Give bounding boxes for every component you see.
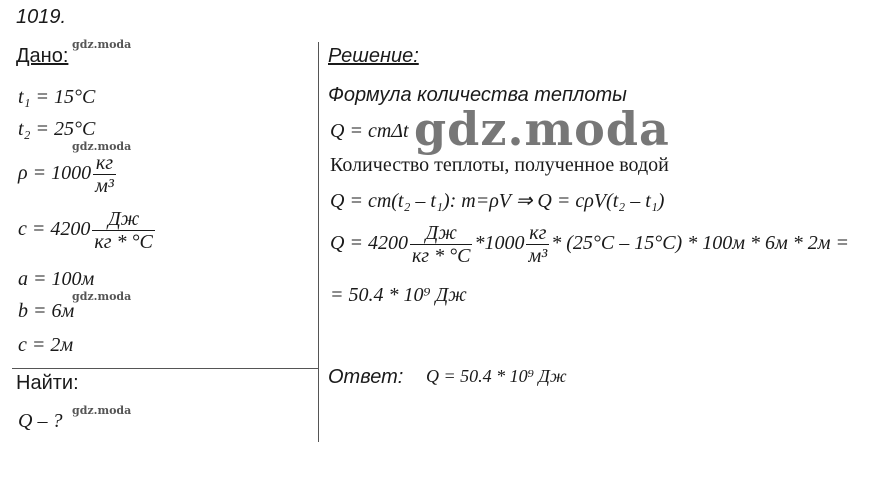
- calc-unit1-num: Дж: [410, 222, 473, 245]
- calc-unit2-den: м³: [528, 245, 548, 267]
- water-heat-label: Количество теплоты, полученное водой: [330, 154, 669, 176]
- watermark-small-2: gdz.moda: [72, 140, 132, 153]
- water-heat-equation: Q = cm(t₂ – t₁): m=ρV ⇒ Q = cρV(t₂ – t₁): [330, 190, 665, 212]
- formula: Q = cmΔt: [330, 120, 409, 142]
- given-t1: t₁ = 15°C: [18, 86, 96, 108]
- rho-unit-num: кг: [93, 152, 116, 175]
- given-a: a = 100м: [18, 268, 95, 290]
- given-rho: ρ = 1000 $\frac{кг}{\text{м³}}$: [18, 152, 114, 197]
- vertical-divider: [318, 42, 319, 442]
- calculation-line: Q = 4200 $\frac{Дж}{кг * ^\circ C}$ *1000 $\frac{кг}{\text{м³}}$ * (25°C – 15°C) * 100м * 6м * 2м =: [330, 222, 850, 267]
- answer-value: Q = 50.4 * 10⁹ Дж: [426, 366, 567, 386]
- c-unit-num: Дж: [92, 208, 155, 231]
- c-unit-den: кг * °C: [94, 231, 153, 253]
- watermark-small-1: gdz.moda: [72, 38, 132, 51]
- given-t2: t₂ = 25°C: [18, 118, 96, 140]
- solution-heading: Решение:: [328, 45, 419, 67]
- horizontal-divider: [12, 368, 318, 369]
- given-c: c = 4200 $\frac{Дж}{кг * ^\circ C}$: [18, 208, 153, 253]
- find-heading: Найти:: [16, 372, 79, 394]
- given-c-dim: c = 2м: [18, 334, 74, 356]
- calc-unit2-num: кг: [526, 222, 549, 245]
- rho-unit-den: м³: [95, 175, 114, 197]
- given-b: b = 6м: [18, 300, 75, 322]
- watermark-small-4: gdz.moda: [72, 404, 132, 417]
- watermark-small-3: gdz.moda: [72, 290, 132, 303]
- formula-title: Формула количества теплоты: [328, 84, 627, 106]
- calc-unit1-den: кг * °C: [411, 245, 471, 267]
- answer-label: Ответ:: [328, 366, 404, 388]
- watermark-big: gdz.moda: [414, 102, 670, 156]
- find-q: Q – ?: [18, 410, 63, 432]
- problem-number: 1019.: [16, 6, 67, 28]
- calculation-result: = 50.4 * 10⁹ Дж: [330, 284, 467, 306]
- given-heading: Дано:: [16, 45, 69, 67]
